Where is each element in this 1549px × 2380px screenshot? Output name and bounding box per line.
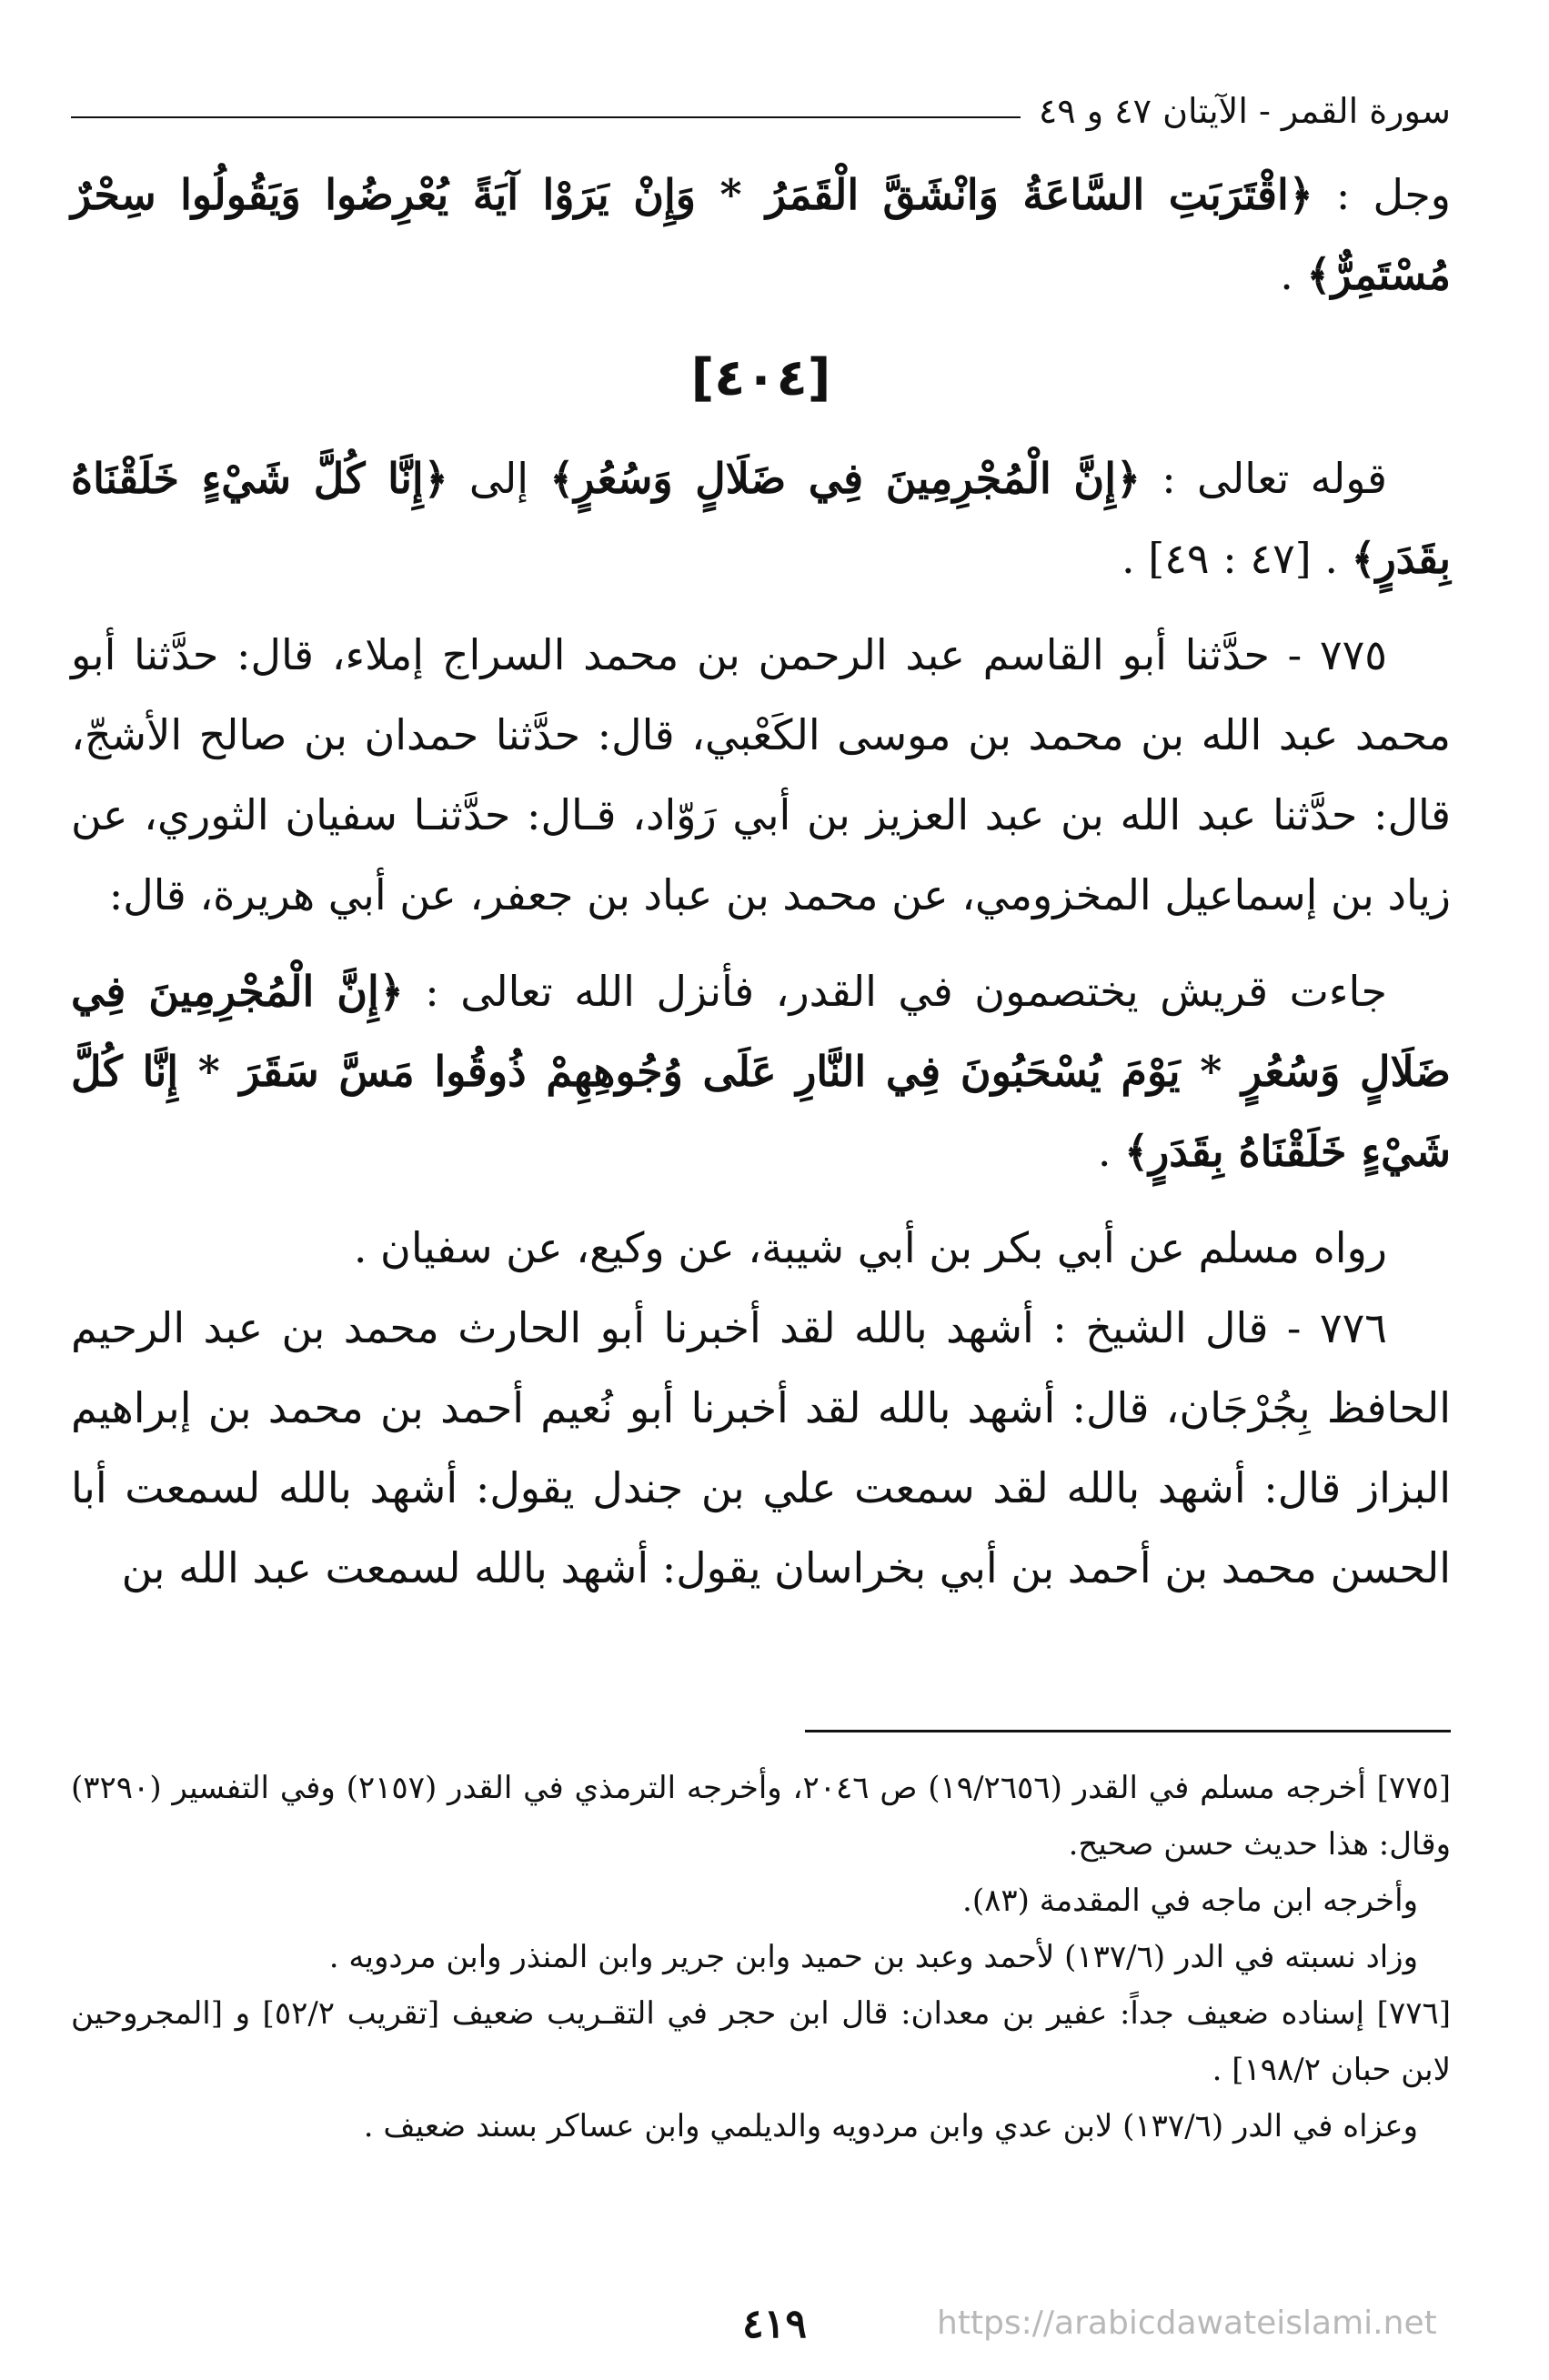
footnote-775-durr: وزاد نسبته في الدر (١٣٧/٦) لأحمد وعبد بن حميد وابن جرير وابن المنذر وابن مردويه . bbox=[328, 1939, 1418, 1975]
intro-paragraph bbox=[71, 155, 1451, 315]
hadith-text-suffix: . bbox=[1097, 1127, 1125, 1176]
footnote-776-durr: وعزاه في الدر (١٣٧/٦) لابن عدي وابن مردويه والديلمي وابن عساكر بسند ضعيف . bbox=[363, 2108, 1418, 2144]
footnotes bbox=[71, 1760, 1451, 2154]
hadith-775-text bbox=[71, 951, 1451, 1191]
header-rule bbox=[71, 116, 1021, 118]
section-number: [٤٠٤] bbox=[690, 348, 831, 407]
quran-verse: ﴿إِنَّ الْمُجْرِمِينَ فِي ضَلَالٍ وَسُعُرٍ * يَوْمَ يُسْحَبُونَ فِي النَّارِ عَلَى وُجُوهِهِمْ ذُوقُوا مَسَّ سَقَرَ * إِنَّا كُلَّ شَيْءٍ خَلَقْنَاهُ بِقَدَرٍ﴾ bbox=[71, 967, 1451, 1176]
intro-suffix: . bbox=[1280, 250, 1307, 299]
section-heading bbox=[71, 438, 1451, 598]
running-header bbox=[71, 84, 1451, 138]
quran-verse: ﴿اقْتَرَبَتِ السَّاعَةُ وَانْشَقَّ الْقَمَرُ * وَإِنْ يَرَوْا آيَةً يُعْرِضُوا وَيَقُولُوا سِحْرٌ مُسْتَمِرٌّ﴾ bbox=[71, 170, 1451, 299]
intro-prefix: وجل : bbox=[1313, 170, 1451, 219]
page-number: ٤١٩ bbox=[742, 2301, 807, 2347]
hadith-776-text: ٧٧٦ - قال الشيخ : أشهد بالله لقد أخبرنا أبو الحارث محمد بن عبد الرحيم الحافظ بِجُرْجَان، قال: أشهد بالله لقد أخبرنا أبو نُعيم أحمد بن محمد بن إبراهيم البزاز قال: أشهد بالله لقد سمعت علي بن جندل يقول: أشهد بالله لسمعت أبا الحسن محمد بن أحمد بن أبي بخراسان يقول: أشهد بالله لسمعت عبد الله بن bbox=[71, 1303, 1451, 1592]
watermark-url: https://arabicdawateislami.net bbox=[937, 2305, 1437, 2342]
hadith-text-prefix: جاءت قريش يختصمون في القدر، فأنزل الله تعالى : bbox=[403, 967, 1387, 1016]
quran-verse: ﴿إِنَّا كُلَّ شَيْءٍ خَلَقْنَاهُ بِقَدَرٍ﴾ bbox=[71, 454, 1451, 583]
heading-suffix: . [٤٧ : ٤٩] . bbox=[1122, 534, 1352, 583]
quran-verse: ﴿إِنَّ الْمُجْرِمِينَ فِي ضَلَالٍ وَسُعُرٍ﴾ bbox=[549, 454, 1141, 503]
footnote-775: [٧٧٥] أخرجه مسلم في القدر (١٩/٢٦٥٦) ص ٢٠٤٦، وأخرجه الترمذي في القدر (٢١٥٧) وفي التفسير (٣٢٩٠) وقال: هذا حديث حسن صحيح. bbox=[71, 1770, 1451, 1863]
main-text bbox=[71, 155, 1451, 1608]
hadith-775-isnad: ٧٧٥ - حدَّثنا أبو القاسم عبد الرحمن بن محمد السراج إملاء، قال: حدَّثنا أبو محمد عبد الله بن محمد بن موسى الكَعْبي، قال: حدَّثنا حمدان بن صالح الأشجّ، قال: حدَّثنا عبد الله بن عبد العزيز بن أبي رَوّاد، قـال: حدَّثنـا سفيان الثوري، عن زياد بن إسماعيل المخزومي، عن محمد بن عباد بن جعفر، عن أبي هريرة، قال: bbox=[71, 630, 1451, 919]
heading-prefix: قوله تعالى : bbox=[1140, 454, 1387, 503]
footnote-rule bbox=[805, 1730, 1451, 1732]
hadith-775-narration: رواه مسلم عن أبي بكر بن أبي شيبة، عن وكيع، عن سفيان . bbox=[353, 1223, 1387, 1272]
footnote-776: [٧٧٦] إسناده ضعيف جداً: عفير بن معدان: قال ابن حجر في التقـريب ضعيف [تقريب ٥٢/٢] و [المجروحين لابن حبان ١٩٨/٢] . bbox=[71, 1995, 1451, 2088]
running-title: سورة القمر - الآيتان ٤٧ و ٤٩ bbox=[1038, 91, 1451, 131]
footnote-775-ibn-majah: وأخرجه ابن ماجه في المقدمة (٨٣). bbox=[962, 1883, 1418, 1919]
heading-middle: إلى bbox=[448, 454, 550, 503]
